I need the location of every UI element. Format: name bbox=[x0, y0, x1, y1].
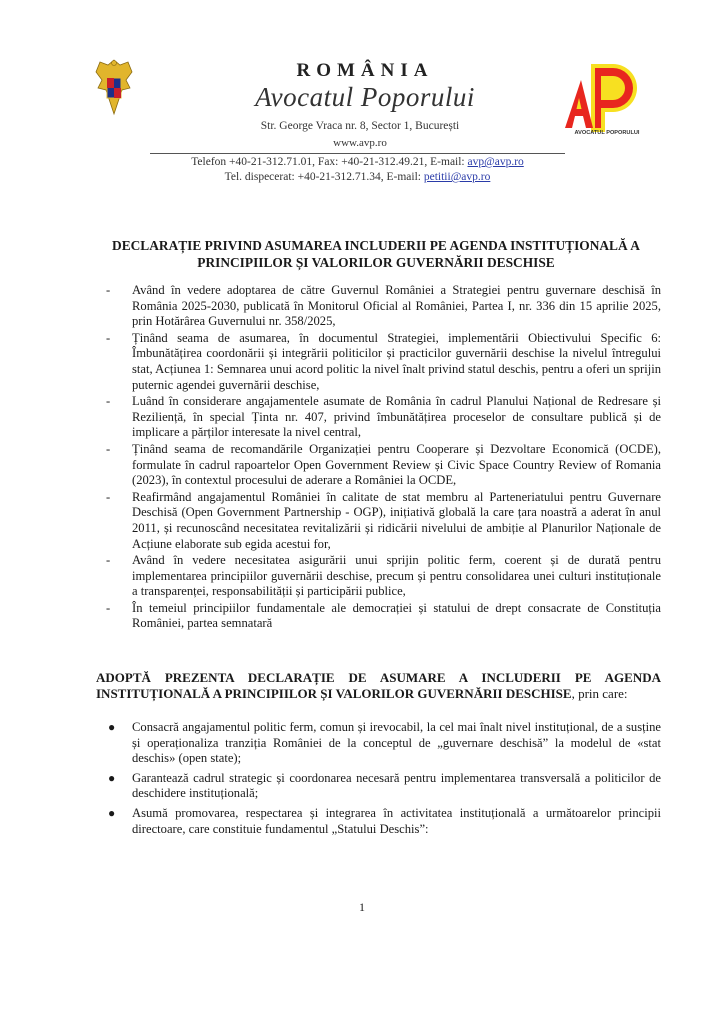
list-item-text: Reafirmând angajamentul României în calitate de stat membru al Parteneriatului pentru Guvernare Deschisă (Open Government Partnership - OGP), inițiativă globală la care țara noastră a aderat în anul 2011, și recunoscând necesitatea revitalizării și ridicării nivelului de ambiție al Planurilor Naționale de Acțiune elaborate sub egida acestui for, bbox=[132, 489, 661, 551]
address: Str. George Vraca nr. 8, Sector 1, București bbox=[260, 120, 460, 132]
email-link[interactable]: avp@avp.ro bbox=[467, 156, 524, 168]
dash-marker: - bbox=[106, 394, 111, 409]
list-item bbox=[96, 771, 661, 802]
contact-line-1 bbox=[150, 156, 565, 168]
commitments-list bbox=[96, 720, 661, 841]
header-divider bbox=[150, 153, 565, 154]
bullet-marker: ● bbox=[108, 805, 116, 820]
list-item bbox=[96, 720, 661, 767]
list-item bbox=[96, 806, 661, 837]
dash-marker: - bbox=[106, 600, 111, 615]
list-item-text: Garantează cadrul strategic și coordonarea necesară pentru implementarea transversală a politicilor de deschidere instituțională; bbox=[132, 770, 661, 801]
institution-name: Avocatul Poporului bbox=[255, 82, 475, 112]
contact-line-2-text: Tel. dispecerat: +40-21-312.71.34, E-mail: bbox=[224, 171, 424, 183]
list-item bbox=[96, 394, 661, 441]
country-name: ROMÂNIA bbox=[296, 60, 434, 81]
adoption-statement bbox=[96, 670, 661, 702]
list-item bbox=[96, 553, 661, 600]
list-item-text: În temeiul principiilor fundamentale ale democrației și statului de drept consacrate de Constituția României, partea semnatară bbox=[132, 600, 661, 631]
petitii-email-link[interactable]: petitii@avp.ro bbox=[423, 171, 491, 183]
contact-line-1-text: Telefon +40-21-312.71.01, Fax: +40-21-312.49.21, E-mail: bbox=[191, 156, 468, 168]
coat-of-arms-icon bbox=[92, 58, 136, 116]
bullet-marker: ● bbox=[108, 770, 116, 785]
list-item bbox=[96, 601, 661, 632]
list-item-text: Luând în considerare angajamentele asumate de România în cadrul Planului Național de Redresare și Reziliență, în special Ținta nr. 407, privind îmbunătățirea proceselor de consultare publică și de implicare a părților interesate la nivel central, bbox=[132, 394, 661, 440]
list-item-text: Având în vedere necesitatea asigurării unui sprijin politic ferm, coerent și de durată pentru implementarea principiilor guvernării deschise, precum și pentru consolidarea unei culturi instituționale a transparenței, responsabilității și participării publice, bbox=[132, 553, 661, 599]
page-number: 1 bbox=[359, 900, 365, 914]
list-item bbox=[96, 331, 661, 393]
dash-marker: - bbox=[106, 283, 111, 297]
list-item bbox=[96, 442, 661, 489]
logo-caption: AVOCATUL POPORULUI bbox=[574, 130, 640, 136]
dash-marker: - bbox=[106, 441, 111, 456]
bullet-marker: ● bbox=[108, 720, 116, 734]
list-item-text: Ținând seama de recomandările Organizației pentru Cooperare și Dezvoltare Economică (OCDE), formulate în cadrul rapoartelor Open Government Review și Civic Space Country Review of Romania (2023), în contextul procesului de aderare a României la OCDE, bbox=[132, 441, 661, 488]
list-item bbox=[96, 490, 661, 552]
avocatul-poporului-logo-icon bbox=[563, 62, 645, 136]
website[interactable]: www.avp.ro bbox=[333, 137, 387, 149]
list-item bbox=[96, 283, 661, 330]
list-item-text: Ținând seama de asumarea, în documentul Strategiei, implementării Obiectivului Specific 6: Îmbunătățirea coordonării și integrării politicilor și practicilor guvernării deschise la nivelul întregului stat, Acțiunea 1: Semnarea unui acord politic la nivel înalt privind statul deschis, pentru a oferi un sprijin puternic agendei guvernării deschise, bbox=[132, 330, 661, 392]
adoption-suffix: , prin care: bbox=[571, 686, 628, 701]
adoption-heading: ADOPTĂ PREZENTA DECLARAȚIE DE ASUMARE A INCLUDERII PE AGENDA INSTITUȚIONALĂ A PRINCIPIILOR ȘI VALORILOR GUVERNĂRII DESCHISE bbox=[96, 670, 661, 701]
considerations-list bbox=[96, 283, 661, 633]
list-item-text: Consacră angajamentul politic ferm, comun și irevocabil, la cel mai înalt nivel instituțional, de a susține și operaționaliza tranziția României de la conceptul de „guvernare deschisă” la modelul de «stat deschis» (open state); bbox=[132, 720, 661, 766]
dash-marker: - bbox=[106, 489, 111, 504]
dash-marker: - bbox=[106, 330, 111, 345]
dash-marker: - bbox=[106, 553, 111, 568]
document-title: DECLARAȚIE PRIVIND ASUMAREA INCLUDERII PE AGENDA INSTITUȚIONALĂ A PRINCIPIILOR ȘI VALORILOR GUVERNĂRII DESCHISE bbox=[112, 238, 640, 270]
list-item-text: Asumă promovarea, respectarea și integrarea în activitatea instituțională a următoarelor principii directoare, care constituie fundamentul „Statului Deschis”: bbox=[132, 805, 661, 836]
list-item-text: Având în vedere adoptarea de către Guvernul României a Strategiei pentru guvernare deschisă în România 2025-2030, publicată în Monitorul Oficial al României, Partea I, nr. 336 din 15 aprilie 2025, prin Hotărârea Guvernului nr. 358/2025, bbox=[132, 283, 661, 329]
contact-line-2 bbox=[150, 171, 565, 183]
